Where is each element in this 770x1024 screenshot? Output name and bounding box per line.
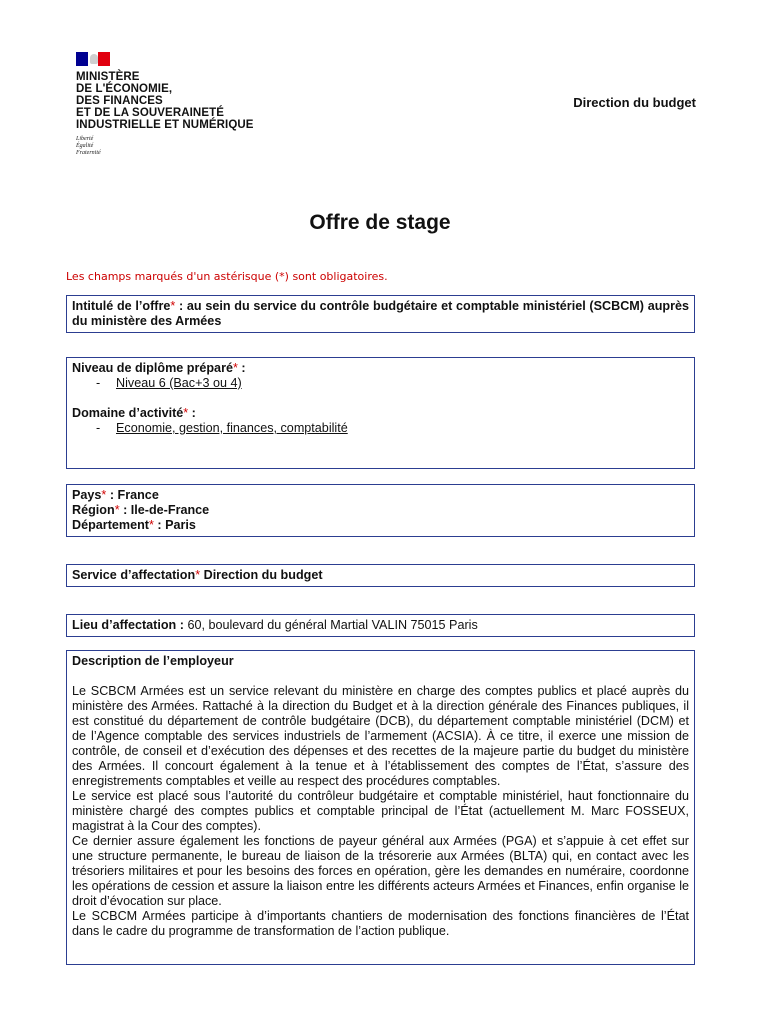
- republic-flag-icon: [76, 52, 110, 66]
- domain-label: Domaine d’activité: [72, 406, 184, 420]
- domain-item: - Economie, gestion, finances, comptabilité: [96, 421, 348, 435]
- ministry-logo: [76, 52, 254, 157]
- employer-description-box: [66, 650, 695, 965]
- ministry-line: MINISTÈRE: [76, 71, 140, 83]
- offer-label: Intitulé de l’offre: [72, 299, 171, 313]
- direction-label: Direction du budget: [573, 95, 696, 110]
- department-value: : Paris: [153, 518, 196, 532]
- ministry-line: ET DE LA SOUVERAINETÉ: [76, 107, 224, 119]
- employer-paragraph: Ce dernier assure également les fonctions de payeur général aux Armées (PGA) et s’appuie à cet effet sur une structure permanente, le bureau de liaison de la trésorerie aux Armées (BLTA) qui, en contact avec les trésoriers militaires et pour les besoins des forces en opération, gère les demandes en numéraire, coordonne les opérations de cession et assure la liaison entre les différents acteurs Armées et Finances, enfin organise le droit d’évocation sur place.: [72, 834, 689, 908]
- workplace-label: Lieu d’affectation :: [72, 618, 184, 632]
- offer-value: : au sein du service du contrôle budgétaire et comptable ministériel (SCBCM) auprès du ministère des Armées: [72, 299, 689, 328]
- diploma-domain-box: Niveau de diplôme préparé* : - Niveau 6 (Bac+3 ou 4) Domaine d’activité* : - Economie, gestion, finances, comptabilité: [66, 357, 695, 469]
- required-fields-note: Les champs marqués d'un astérisque (*) sont obligatoires.: [66, 270, 388, 283]
- diploma-label: Niveau de diplôme préparé: [72, 361, 233, 375]
- employer-paragraph: Le SCBCM Armées est un service relevant du ministère en charge des comptes publics et placé auprès du ministère des Armées. Rattaché à la direction du Budget et à la direction générale des Finances publiques, il est constitué du département de contrôle budgétaire (DCB), du département comptable ministériel (DCM) et de l’Agence comptable des services industriels de l’armement (ACSIA). À ce titre, il exerce une mission de contrôle, de conseil et d’exécution des dépenses et des recettes de la majeure partie du budget du ministère des Armées. Il concourt également à la tenue et à l’établissement des comptes de l’État, s’assure des enregistrements comptables et veille au respect des procédures comptables.: [72, 684, 689, 788]
- ministry-line: DES FINANCES: [76, 95, 163, 107]
- service-value: Direction du budget: [200, 568, 323, 582]
- republic-motto: Liberté Égalité Fraternité: [76, 136, 101, 156]
- workplace-value: 60, boulevard du général Martial VALIN 75015 Paris: [183, 618, 478, 632]
- location-box: Pays* : France Région* : Ile-de-France Département* : Paris: [66, 484, 695, 537]
- workplace-box: [66, 614, 695, 637]
- domain-value: Economie, gestion, finances, comptabilité: [116, 421, 348, 435]
- diploma-item: - Niveau 6 (Bac+3 ou 4): [96, 376, 242, 390]
- ministry-line: DE L'ÉCONOMIE,: [76, 83, 173, 95]
- ministry-line: INDUSTRIELLE ET NUMÉRIQUE: [76, 119, 254, 131]
- service-box: Service d’affectation* Direction du budget: [66, 564, 695, 587]
- employer-paragraph: Le SCBCM Armées participe à d’importants chantiers de modernisation des fonctions financières de l’État dans le cadre du programme de transformation de l’action publique.: [72, 909, 689, 938]
- region-value: : Ile-de-France: [119, 503, 210, 517]
- offer-title-box: Intitulé de l’offre* : au sein du service du contrôle budgétaire et comptable ministériel (SCBCM) auprès du ministère des Armées: [66, 295, 695, 333]
- department-label: Département: [72, 518, 149, 532]
- page-title: Offre de stage: [309, 211, 451, 234]
- diploma-value: Niveau 6 (Bac+3 ou 4): [116, 376, 242, 390]
- country-value: : France: [106, 488, 159, 502]
- employer-paragraph: Le service est placé sous l’autorité du contrôleur budgétaire et comptable ministériel, haut fonctionnaire du ministère chargé des comptes publics et comptable principal de l’État (actuellement M. Marc FOSSEUX, magistrat à la Cour des comptes).: [72, 789, 689, 833]
- employer-heading: Description de l’employeur: [72, 654, 234, 668]
- country-label: Pays: [72, 488, 102, 502]
- ministry-name: [76, 71, 254, 131]
- service-label: Service d’affectation: [72, 568, 196, 582]
- region-label: Région: [72, 503, 115, 517]
